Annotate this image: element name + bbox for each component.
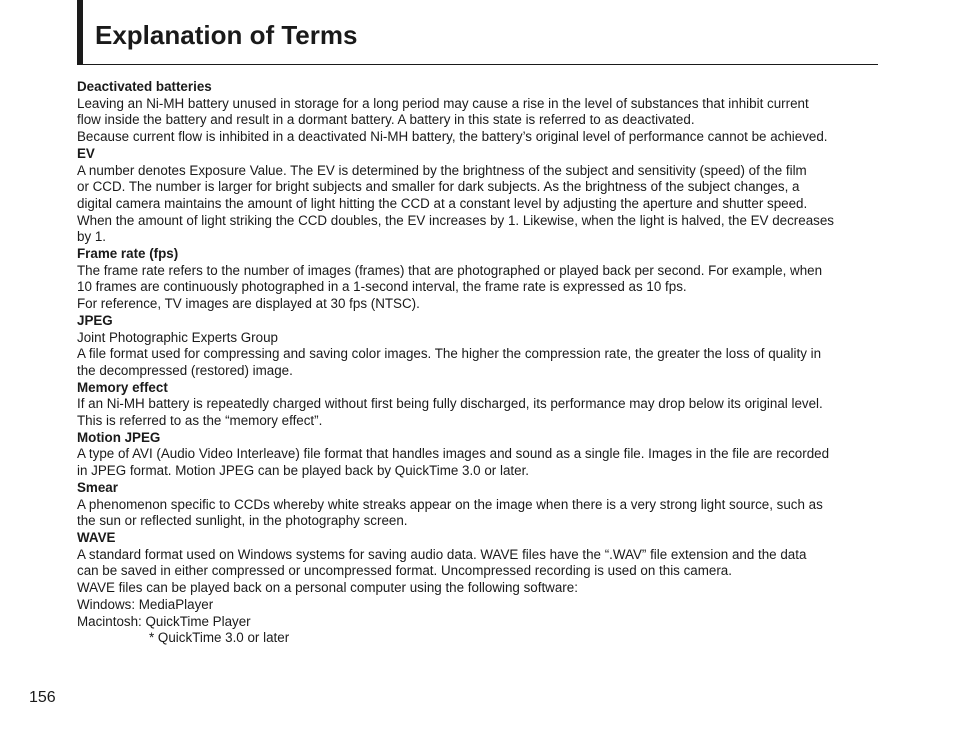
definition-line: Macintosh: QuickTime Player [77, 613, 251, 629]
definition-line: the decompressed (restored) image. [77, 362, 293, 378]
definition-line: or CCD. The number is larger for bright subjects and smaller for dark subjects. As the brightness of the subject changes, a [77, 179, 800, 195]
definition-line: A file format used for compressing and saving color images. The higher the compression rate, the greater the loss of quality in [77, 346, 822, 362]
term-heading: Smear [77, 479, 118, 495]
page-number: 156 [29, 689, 56, 706]
term-heading: Memory effect [77, 379, 168, 395]
definition-line: flow inside the battery and result in a dormant battery. A battery in this state is referred to as deactivated. [77, 112, 695, 128]
definition-line: Leaving an Ni-MH battery unused in storage for a long period may cause a rise in the level of substances that inhibit current [77, 95, 809, 111]
glossary-entry-deactivated-batteries [77, 79, 882, 146]
page-title: Explanation of Terms [95, 20, 358, 50]
term-heading: WAVE [77, 529, 116, 545]
definition-line: The frame rate refers to the number of images (frames) that are photographed or played back per second. For example, when [77, 262, 823, 278]
definition-line: digital camera maintains the amount of light hitting the CCD at a constant level by adjusting the aperture and shutter speed. [77, 195, 808, 211]
glossary-entry-frame-rate [77, 246, 882, 313]
glossary-entry-jpeg [77, 313, 882, 380]
glossary-entry-wave [77, 530, 882, 647]
term-heading: EV [77, 145, 95, 161]
glossary-entry-motion-jpeg [77, 430, 882, 480]
definition-line: A type of AVI (Audio Video Interleave) file format that handles images and sound as a single file. Images in the file are recorded [77, 446, 830, 462]
definition-line: Windows: MediaPlayer [77, 596, 214, 612]
definition-line: A phenomenon specific to CCDs whereby white streaks appear on the image when there is a very strong light source, such as [77, 496, 823, 512]
definition-line: A number denotes Exposure Value. The EV is determined by the brightness of the subject and sensitivity (speed) of the film [77, 162, 807, 178]
definition-line: This is referred to as the “memory effect”. [77, 413, 323, 429]
glossary-content [77, 79, 882, 647]
definition-line: For reference, TV images are displayed at 30 fps (NTSC). [77, 296, 420, 312]
term-heading: Motion JPEG [77, 429, 161, 445]
term-heading: Frame rate (fps) [77, 246, 179, 262]
definition-line: the sun or reflected sunlight, in the photography screen. [77, 513, 408, 529]
footnote: * QuickTime 3.0 or later [149, 630, 290, 646]
title-bar [77, 0, 878, 65]
definition-line: Joint Photographic Experts Group [77, 329, 278, 345]
definition-line: Because current flow is inhibited in a deactivated Ni-MH battery, the battery’s original level of performance cannot be achieved. [77, 129, 828, 145]
definition-line: in JPEG format. Motion JPEG can be played back by QuickTime 3.0 or later. [77, 463, 530, 479]
term-heading: Deactivated batteries [77, 79, 212, 94]
term-heading: JPEG [77, 312, 113, 328]
glossary-entry-memory-effect [77, 380, 882, 430]
definition-line: can be saved in either compressed or uncompressed format. Uncompressed recording is used on this camera. [77, 563, 732, 579]
definition-line: If an Ni-MH battery is repeatedly charged without first being fully discharged, its performance may drop below its original level. [77, 396, 823, 412]
glossary-entry-ev [77, 146, 882, 246]
definition-line: A standard format used on Windows systems for saving audio data. WAVE files have the “.WAV” file extension and the data [77, 546, 807, 562]
definition-line: When the amount of light striking the CCD doubles, the EV increases by 1. Likewise, when the light is halved, the EV decreases [77, 212, 834, 228]
definition-line: 10 frames are continuously photographed in a 1-second interval, the frame rate is expressed as 10 fps. [77, 279, 687, 295]
definition-line: by 1. [77, 229, 107, 245]
definition-line: WAVE files can be played back on a personal computer using the following software: [77, 580, 578, 596]
glossary-entry-smear [77, 480, 882, 530]
